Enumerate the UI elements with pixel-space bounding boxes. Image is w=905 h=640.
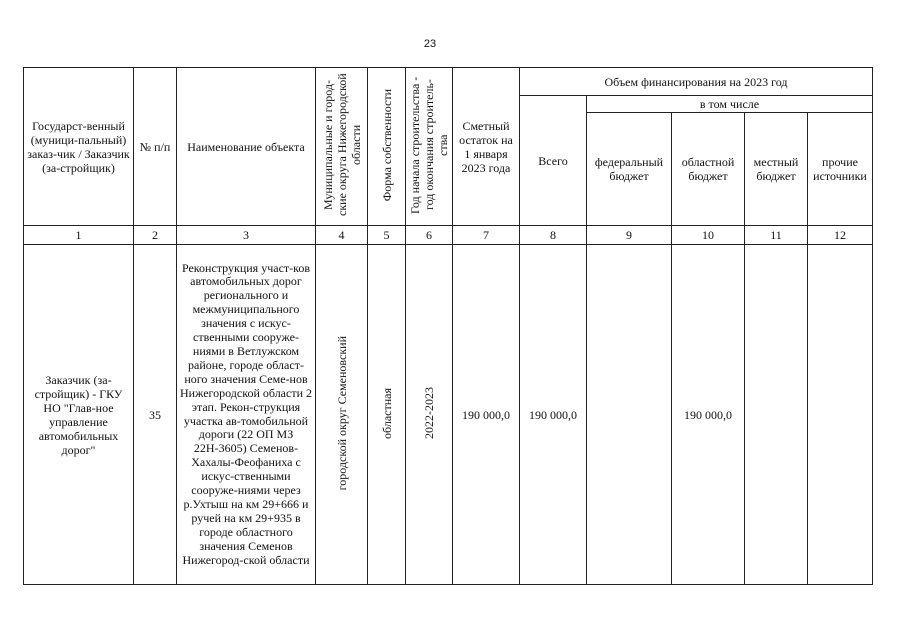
row-municipality-text: городской округ Семеновский (334, 335, 349, 491)
column-number: 1 (24, 226, 134, 245)
column-number: 11 (745, 226, 808, 245)
column-number: 2 (134, 226, 177, 245)
column-number: 7 (453, 226, 520, 245)
page-number: 23 (423, 38, 437, 50)
header-ownership-text: Форма собственности (379, 88, 394, 202)
header-object-name: Наименование объекта (177, 68, 316, 226)
header-municipality-text: Муниципальные и город-ские округа Нижегородской области (320, 73, 363, 217)
row-ownership-text: областная (379, 387, 394, 439)
row-other (808, 245, 873, 585)
column-number: 9 (587, 226, 672, 245)
column-number: 10 (672, 226, 745, 245)
header-years (406, 68, 453, 226)
header-num: № п/п (134, 68, 177, 226)
header-municipality (316, 68, 368, 226)
header-total: Всего (520, 96, 587, 226)
header-ownership (368, 68, 406, 226)
column-number: 8 (520, 226, 587, 245)
header-regional: областной бюджет (672, 113, 745, 226)
row-ownership (368, 245, 406, 585)
column-number: 6 (406, 226, 453, 245)
table-row (24, 245, 873, 585)
column-number: 5 (368, 226, 406, 245)
header-estimate-balance: Сметный остаток на 1 января 2023 года (453, 68, 520, 226)
header-other: прочие источники (808, 113, 873, 226)
row-regional: 190 000,0 (672, 245, 745, 585)
row-municipality (316, 245, 368, 585)
header-years-text: Год начала строительства - год окончания строитель-ства (408, 76, 450, 214)
row-years (406, 245, 453, 585)
row-object-name: Реконструкция участ-ков автомобильных дорог регионального и межмуниципального значения с искус-ственными сооруже-ниями в Ветлужском районе, городе област-ного значения Семе-нов Нижегородской области 2 этап. Рекон-струкция участка ав-томобильной дороги (22 ОП МЗ 22Н-3605) Семенов-Хахалы-Феофаниха с искус-ственными сооруже-ниями через р.Ухтыш на км 29+666 и ручей на км 29+935 в городе областного значения Семенов Нижегород-ской области (177, 245, 316, 585)
column-number: 12 (808, 226, 873, 245)
column-number: 3 (177, 226, 316, 245)
row-years-text: 2022-2023 (422, 387, 436, 439)
row-num: 35 (134, 245, 177, 585)
header-customer: Государст-венный (муници-пальный) заказ-чик / Заказчик (за-стройщик) (24, 68, 134, 226)
row-estimate-balance: 190 000,0 (453, 245, 520, 585)
header-federal: федеральный бюджет (587, 113, 672, 226)
row-federal (587, 245, 672, 585)
header-financing-title: Объем финансирования на 2023 год (520, 68, 873, 96)
financing-table (23, 67, 873, 585)
row-customer: Заказчик (за-стройщик) - ГКУ НО "Глав-ное управление автомобильных дорог" (24, 245, 134, 585)
header-including: в том числе (587, 96, 873, 113)
column-number: 4 (316, 226, 368, 245)
row-total: 190 000,0 (520, 245, 587, 585)
header-local: местный бюджет (745, 113, 808, 226)
row-local (745, 245, 808, 585)
